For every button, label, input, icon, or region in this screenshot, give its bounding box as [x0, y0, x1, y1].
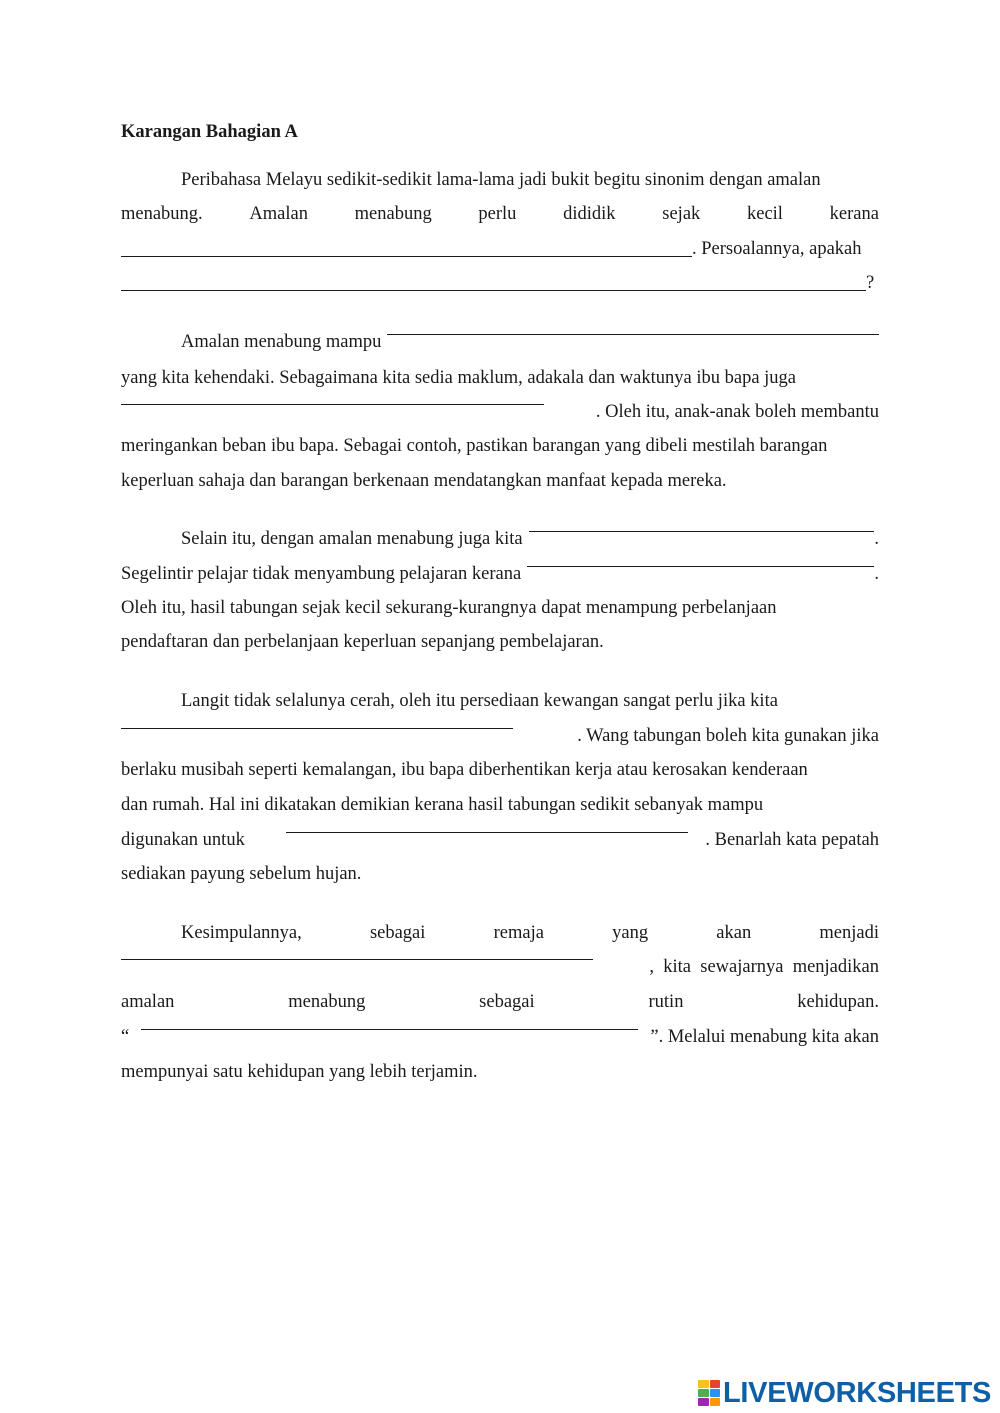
p1-line-3-text: . Persoalannya, apakah — [692, 239, 862, 259]
p4-line-5-text: digunakan untuk — [121, 830, 245, 850]
p2-line-3 — [121, 400, 879, 424]
answer-blank-3[interactable] — [387, 333, 879, 335]
p1-line-3 — [121, 237, 879, 261]
p1-line-2 — [121, 202, 879, 226]
liveworksheets-logo-icon — [698, 1380, 720, 1406]
answer-blank-10[interactable] — [141, 1028, 638, 1030]
p5-word: akan — [716, 923, 752, 943]
page-title: Karangan Bahagian A — [121, 122, 298, 142]
p5-line-3 — [121, 990, 879, 1014]
p1-word: menabung — [354, 204, 432, 224]
p5-word: sebagai — [479, 992, 535, 1012]
answer-blank-1[interactable] — [121, 255, 692, 257]
answer-blank-6[interactable] — [527, 565, 874, 567]
answer-blank-4[interactable] — [121, 403, 544, 405]
p3-line-2-end: . — [874, 564, 879, 584]
p5-line-4-open-quote: “ — [121, 1027, 130, 1047]
p4-line-4: dan rumah. Hal ini dikatakan demikian kerana hasil tabungan sedikit sebanyak mampu — [121, 795, 764, 815]
logo-square — [698, 1398, 709, 1406]
answer-blank-8[interactable] — [286, 831, 688, 833]
liveworksheets-logo — [698, 1378, 991, 1408]
answer-blank-2[interactable] — [121, 289, 866, 291]
p5-word: amalan — [121, 992, 175, 1012]
logo-square — [698, 1380, 709, 1388]
p3-line-2 — [121, 562, 879, 586]
p1-line-1: Peribahasa Melayu sedikit-sedikit lama-lama jadi bukit begitu sinonim dengan amalan — [181, 170, 821, 190]
logo-square — [710, 1389, 721, 1397]
logo-square — [710, 1398, 721, 1406]
p3-line-4: pendaftaran dan perbelanjaan keperluan sepanjang pembelajaran. — [121, 632, 604, 652]
p5-line-4 — [121, 1025, 879, 1049]
p5-word: sebagai — [369, 923, 426, 943]
logo-square — [710, 1380, 721, 1388]
p5-line-2 — [121, 955, 879, 979]
p2-line-3-text: . Oleh itu, anak-anak boleh membantu — [595, 402, 879, 422]
logo-square — [698, 1389, 709, 1397]
answer-blank-5[interactable] — [529, 530, 875, 532]
p1-line-4-text: ? — [866, 273, 875, 293]
p3-line-1-end: . — [874, 529, 879, 549]
p1-word: kecil — [746, 204, 783, 224]
p3-line-1 — [181, 527, 879, 551]
p3-line-1-text: Selain itu, dengan amalan menabung juga kita — [181, 529, 523, 549]
p4-line-3: berlaku musibah seperti kemalangan, ibu bapa diberhentikan kerja atau kerosakan kenderaan — [121, 760, 808, 780]
p2-line-2: yang kita kehendaki. Sebagaimana kita sedia maklum, adakala dan waktunya ibu bapa juga — [121, 368, 797, 388]
p4-line-2-text: . Wang tabungan boleh kita gunakan jika — [577, 726, 879, 746]
p4-line-1: Langit tidak selalunya cerah, oleh itu persediaan kewangan sangat perlu jika kita — [181, 691, 778, 711]
p3-line-3: Oleh itu, hasil tabungan sejak kecil sekurang-kurangnya dapat menampung perbelanjaan — [121, 598, 777, 618]
p5-word: kehidupan. — [797, 992, 879, 1012]
p5-word: rutin — [648, 992, 684, 1012]
p5-word: yang — [612, 923, 649, 943]
p1-word: kerana — [829, 204, 879, 224]
p1-line-4 — [121, 271, 879, 295]
p2-line-4: meringankan beban ibu bapa. Sebagai contoh, pastikan barangan yang dibeli mestilah barangan — [121, 436, 828, 456]
p4-line-5-end: . Benarlah kata pepatah — [705, 830, 879, 850]
p5-word: menjadi — [819, 923, 879, 943]
liveworksheets-logo-text: LIVEWORKSHEETS — [723, 1376, 992, 1409]
p4-line-6: sediakan payung sebelum hujan. — [121, 864, 362, 884]
p1-word: menabung. — [121, 204, 203, 224]
p2-line-1 — [181, 330, 879, 354]
p2-line-5: keperluan sahaja dan barangan berkenaan mendatangkan manfaat kepada mereka. — [121, 471, 727, 491]
p5-line-5: mempunyai satu kehidupan yang lebih terjamin. — [121, 1062, 478, 1082]
p3-line-2-text: Segelintir pelajar tidak menyambung pelajaran kerana — [121, 564, 522, 584]
p1-word: perlu — [478, 204, 517, 224]
answer-blank-9[interactable] — [121, 958, 593, 960]
answer-blank-7[interactable] — [121, 727, 513, 729]
p2-line-1-text: Amalan menabung mampu — [181, 332, 382, 352]
p4-line-5 — [121, 828, 879, 852]
p5-line-2-text: , kita sewajarnya menjadikan — [649, 957, 879, 977]
p4-line-2 — [121, 724, 879, 748]
p5-line-4-text: ”. Melalui menabung kita akan — [650, 1027, 879, 1047]
p5-word: remaja — [493, 923, 544, 943]
p5-line-1 — [181, 921, 879, 945]
p5-word: Kesimpulannya, — [181, 923, 302, 943]
p5-word: menabung — [288, 992, 366, 1012]
p1-word: dididik — [563, 204, 616, 224]
p1-word: sejak — [662, 204, 701, 224]
p1-word: Amalan — [249, 204, 308, 224]
